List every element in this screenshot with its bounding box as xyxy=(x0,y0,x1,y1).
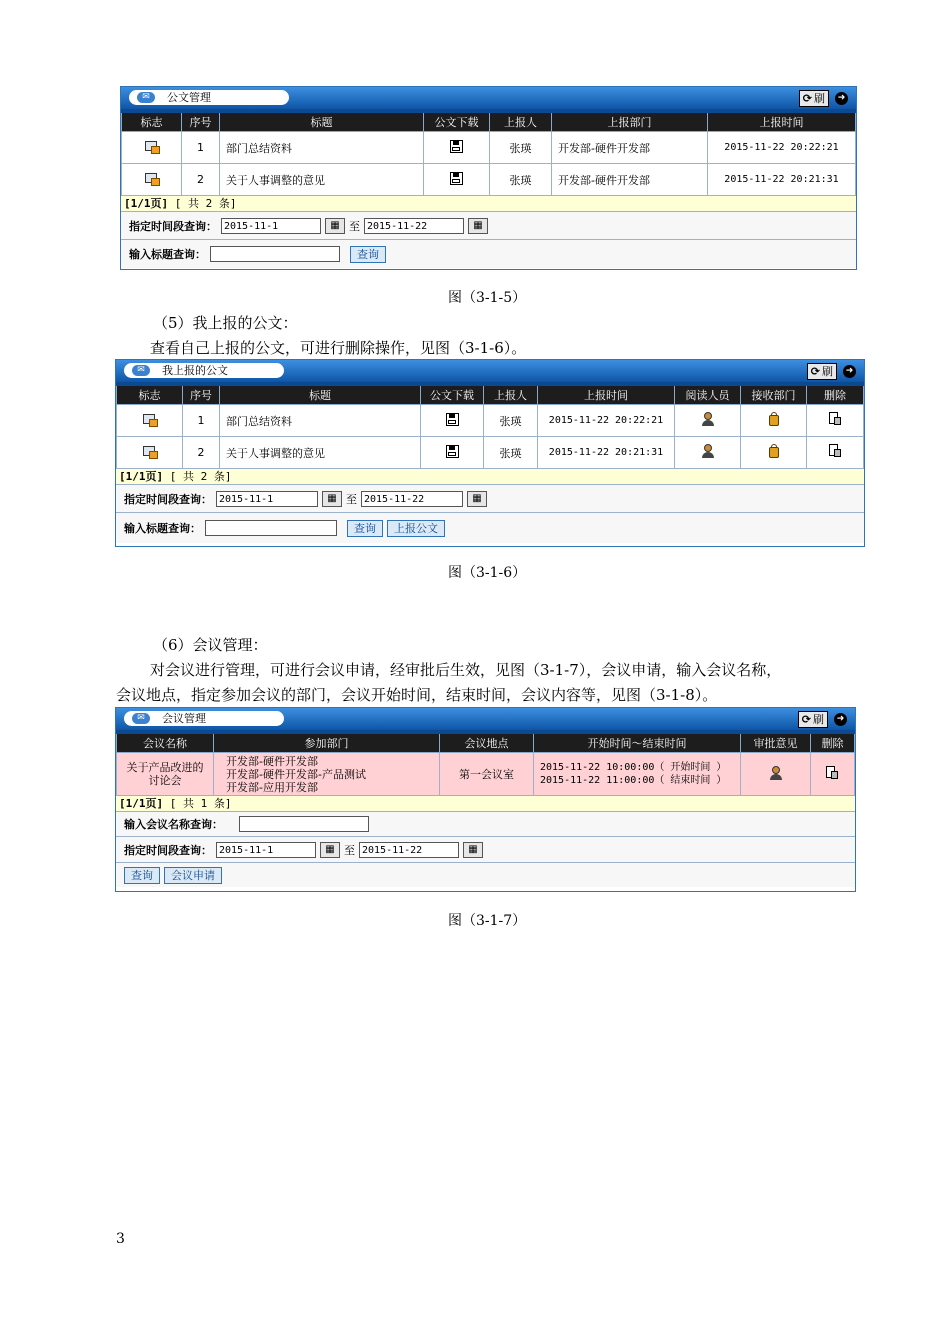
title-search-label: 输入标题查询： xyxy=(129,248,206,261)
column-header: 标志 xyxy=(117,385,183,405)
meeting-name-search-label: 输入会议名称查询： xyxy=(124,818,223,831)
calendar-icon[interactable]: ▦ xyxy=(463,842,483,858)
date-to-label: 至 xyxy=(346,492,357,506)
column-header: 上报时间 xyxy=(708,112,856,132)
column-header: 序号 xyxy=(182,112,220,132)
row-reporter: 张瑛 xyxy=(490,132,552,164)
pager-count: [ 共 2 条] xyxy=(169,470,232,483)
panel-header xyxy=(116,708,855,731)
paragraph: 会议地点，指定参加会议的部门，会议开始时间，结束时间，会议内容等，见图（3-1-8）。 xyxy=(116,686,718,704)
refresh-button[interactable] xyxy=(799,90,829,107)
calendar-icon[interactable]: ▦ xyxy=(468,218,488,234)
person-icon[interactable] xyxy=(769,766,783,780)
panel-title: 公文管理 xyxy=(167,91,211,104)
title-search-input[interactable] xyxy=(210,246,340,262)
row-time: 2015-11-22 20:22:21 xyxy=(538,405,675,437)
title-search-input[interactable] xyxy=(205,520,337,536)
pager xyxy=(116,469,864,485)
title-search-label: 输入标题查询： xyxy=(124,522,201,535)
date-range-label: 指定时间段查询： xyxy=(129,219,217,233)
pager-count: [ 共 2 条] xyxy=(174,197,237,210)
department-line: 开发部-硬件开发部-产品测试 xyxy=(226,767,366,781)
pager-page: [1/1页] xyxy=(124,197,169,210)
page-number: 3 xyxy=(116,1231,125,1247)
row-time: 2015-11-22 20:22:21 xyxy=(708,132,856,164)
row-title-link[interactable]: 部门总结资料 xyxy=(220,405,421,437)
section-heading: （5）我上报的公文： xyxy=(153,314,298,332)
paragraph: 查看自己上报的公文，可进行删除操作，见图（3-1-6）。 xyxy=(150,339,527,357)
calendar-icon[interactable]: ▦ xyxy=(320,842,340,858)
date-range-row xyxy=(116,485,864,513)
column-header: 上报人 xyxy=(484,385,538,405)
panel-tab[interactable] xyxy=(129,90,289,105)
meeting-time-cell xyxy=(534,753,741,796)
date-to-label: 至 xyxy=(349,219,360,233)
meeting-table xyxy=(116,731,855,796)
department-line: 开发部-应用开发部 xyxy=(226,780,318,794)
refresh-icon: ⟳ xyxy=(801,712,811,726)
table-header-row xyxy=(122,112,856,132)
departments-cell xyxy=(214,753,440,796)
title-search-row xyxy=(116,513,864,543)
floppy-disk-icon[interactable] xyxy=(450,172,463,185)
panel-tab[interactable] xyxy=(124,363,284,378)
calendar-icon[interactable]: ▦ xyxy=(325,218,345,234)
column-header: 删除 xyxy=(807,385,864,405)
column-header: 序号 xyxy=(183,385,220,405)
refresh-label: 刷 xyxy=(814,91,825,105)
column-header: 会议名称 xyxy=(117,733,214,753)
date-range-label: 指定时间段查询： xyxy=(124,843,212,857)
document-flag-icon xyxy=(143,445,157,458)
row-number: 2 xyxy=(183,437,220,469)
table-header-row xyxy=(117,733,855,753)
arrow-right-icon[interactable]: ➜ xyxy=(835,92,848,105)
delete-icon[interactable] xyxy=(829,444,842,458)
dove-icon: ✉ xyxy=(132,365,150,376)
refresh-icon: ⟳ xyxy=(810,364,820,378)
calendar-icon[interactable]: ▦ xyxy=(467,491,487,507)
my-reported-documents-panel xyxy=(115,359,865,547)
row-number: 2 xyxy=(182,164,220,196)
section-heading: （6）会议管理： xyxy=(153,636,268,654)
meeting-name-cell[interactable] xyxy=(117,753,214,796)
meeting-name-search-row xyxy=(116,812,855,837)
row-department: 开发部-硬件开发部 xyxy=(552,164,708,196)
column-header: 上报人 xyxy=(490,112,552,132)
column-header: 公文下载 xyxy=(421,385,484,405)
refresh-label: 刷 xyxy=(822,364,833,378)
table-row xyxy=(122,164,856,196)
panel-header xyxy=(116,360,864,383)
panel-title: 会议管理 xyxy=(162,712,206,725)
column-header: 阅读人员 xyxy=(675,385,741,405)
meeting-name-search-input[interactable] xyxy=(239,816,369,832)
person-icon[interactable] xyxy=(701,412,715,426)
date-to-input[interactable]: 2015-11-22 xyxy=(361,491,463,507)
date-to-label: 至 xyxy=(344,843,355,857)
column-header: 上报部门 xyxy=(552,112,708,132)
paragraph: 对会议进行管理，可进行会议申请，经审批后生效，见图（3-1-7），会议申请，输入会议名称， xyxy=(150,661,782,679)
pager-page: [1/1页] xyxy=(119,797,164,810)
row-title-link[interactable]: 部门总结资料 xyxy=(220,132,424,164)
dove-icon: ✉ xyxy=(137,92,155,103)
meeting-name-line: 关于产品改进的 xyxy=(126,761,204,774)
column-header: 标志 xyxy=(122,112,182,132)
date-from-input[interactable]: 2015-11-1 xyxy=(216,491,318,507)
column-header: 会议地点 xyxy=(440,733,534,753)
date-range-row xyxy=(116,837,855,863)
column-header: 上报时间 xyxy=(538,385,675,405)
figure-caption: 图（3-1-5） xyxy=(448,290,527,306)
table-row xyxy=(117,753,855,796)
figure-caption: 图（3-1-6） xyxy=(448,565,527,581)
column-header: 标题 xyxy=(220,385,421,405)
row-number: 1 xyxy=(182,132,220,164)
meeting-start-time: 2015-11-22 10:00:00（ 开始时间 ） xyxy=(540,762,727,773)
pager xyxy=(116,796,855,812)
search-button[interactable]: 查询 xyxy=(124,867,160,884)
figure-caption: 图（3-1-7） xyxy=(448,913,527,929)
column-header: 参加部门 xyxy=(214,733,440,753)
panel-title: 我上报的公文 xyxy=(162,364,228,377)
refresh-label: 刷 xyxy=(813,712,824,726)
date-to-input[interactable]: 2015-11-22 xyxy=(364,218,464,234)
table-row xyxy=(122,132,856,164)
arrow-right-icon[interactable]: ➜ xyxy=(843,365,856,378)
pager xyxy=(121,196,856,212)
row-reporter: 张瑛 xyxy=(484,437,538,469)
table-row xyxy=(117,405,864,437)
row-reporter: 张瑛 xyxy=(484,405,538,437)
document-management-panel xyxy=(120,86,857,270)
refresh-icon: ⟳ xyxy=(802,91,812,105)
document-flag-icon xyxy=(145,140,159,153)
column-header: 接收部门 xyxy=(741,385,807,405)
date-range-label: 指定时间段查询： xyxy=(124,492,212,506)
table-row xyxy=(117,437,864,469)
pager-page: [1/1页] xyxy=(119,470,164,483)
search-button[interactable]: 查询 xyxy=(347,520,383,537)
column-header: 开始时间～结束时间 xyxy=(534,733,741,753)
date-to-input[interactable]: 2015-11-22 xyxy=(359,842,459,858)
column-header: 标题 xyxy=(220,112,424,132)
refresh-button[interactable] xyxy=(798,711,828,728)
meeting-end-time: 2015-11-22 11:00:00（ 结束时间 ） xyxy=(540,775,727,786)
panel-tab[interactable] xyxy=(124,711,284,726)
row-title-link[interactable]: 关于人事调整的意见 xyxy=(220,437,421,469)
calendar-icon[interactable]: ▦ xyxy=(322,491,342,507)
title-search-row xyxy=(121,240,856,268)
date-range-row xyxy=(121,212,856,240)
floppy-disk-icon[interactable] xyxy=(450,140,463,153)
delete-icon[interactable] xyxy=(826,766,839,780)
arrow-right-icon[interactable]: ➜ xyxy=(834,713,847,726)
bag-icon[interactable] xyxy=(768,444,780,458)
report-document-button[interactable]: 上报公文 xyxy=(387,520,445,537)
column-header: 删除 xyxy=(811,733,855,753)
row-reporter: 张瑛 xyxy=(490,164,552,196)
apply-meeting-button[interactable]: 会议申请 xyxy=(164,867,222,884)
action-row xyxy=(116,863,855,887)
date-from-input[interactable]: 2015-11-1 xyxy=(221,218,321,234)
row-time: 2015-11-22 20:21:31 xyxy=(538,437,675,469)
document-flag-icon xyxy=(145,172,159,185)
row-department: 开发部-硬件开发部 xyxy=(552,132,708,164)
column-header: 公文下载 xyxy=(424,112,490,132)
document-table xyxy=(121,110,856,196)
delete-icon[interactable] xyxy=(829,412,842,426)
meeting-place: 第一会议室 xyxy=(440,753,534,796)
table-header-row xyxy=(117,385,864,405)
row-number: 1 xyxy=(183,405,220,437)
department-line: 开发部-硬件开发部 xyxy=(226,754,318,768)
bag-icon[interactable] xyxy=(768,412,780,426)
dove-icon: ✉ xyxy=(132,713,150,724)
floppy-disk-icon[interactable] xyxy=(446,445,459,458)
panel-header xyxy=(121,87,856,110)
row-title-link[interactable]: 关于人事调整的意见 xyxy=(220,164,424,196)
column-header: 审批意见 xyxy=(741,733,811,753)
search-button[interactable]: 查询 xyxy=(350,246,386,263)
meeting-name-line: 讨论会 xyxy=(148,774,182,787)
refresh-button[interactable] xyxy=(807,363,837,380)
date-from-input[interactable]: 2015-11-1 xyxy=(216,842,316,858)
reported-document-table xyxy=(116,383,864,469)
row-time: 2015-11-22 20:21:31 xyxy=(708,164,856,196)
pager-count: [ 共 1 条] xyxy=(169,797,232,810)
document-flag-icon xyxy=(143,413,157,426)
floppy-disk-icon[interactable] xyxy=(446,413,459,426)
person-icon[interactable] xyxy=(701,444,715,458)
meeting-management-panel xyxy=(115,707,856,892)
